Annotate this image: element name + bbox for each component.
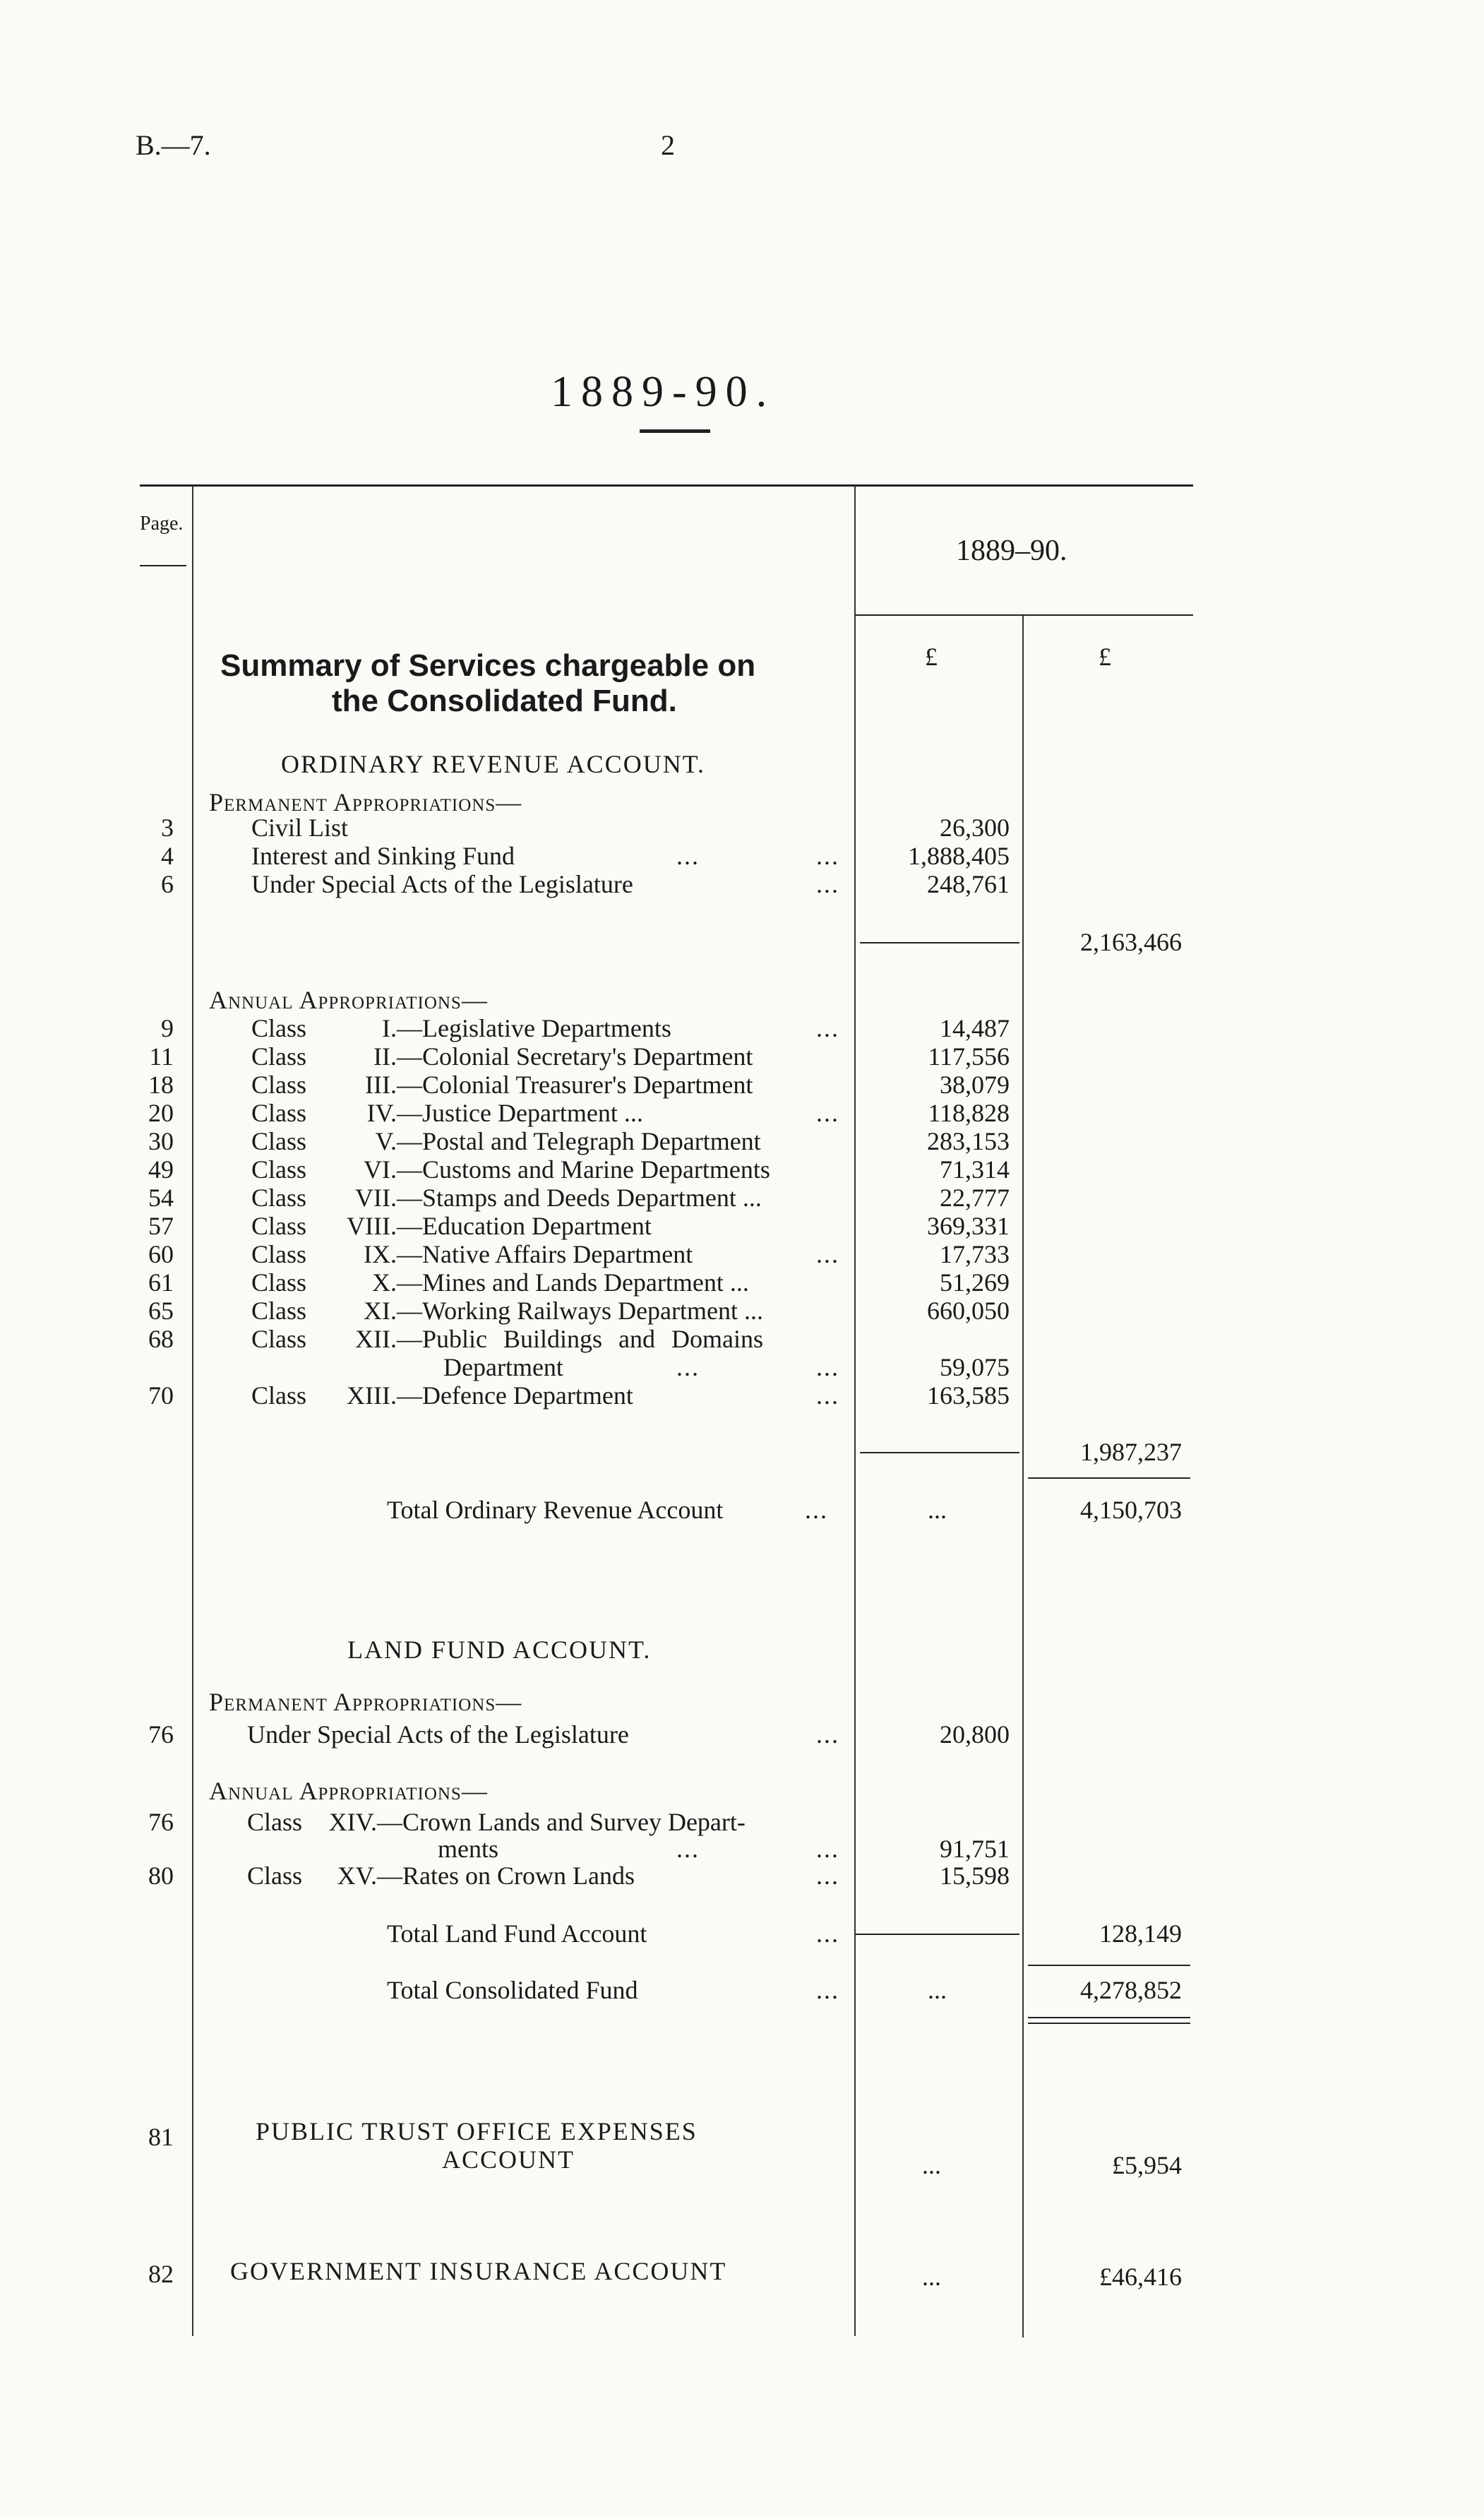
year-column-header: 1889–90. <box>956 535 1067 567</box>
row-page-ref: 76 <box>148 1720 174 1749</box>
double-rule-bottom <box>1028 2023 1190 2024</box>
row-class: Class <box>251 1155 307 1184</box>
row-class-number: XI. <box>364 1297 397 1325</box>
row-class-number: XIV. <box>328 1808 377 1836</box>
row-amount: 660,050 <box>927 1297 1010 1325</box>
row-class-number: XII. <box>355 1325 397 1353</box>
row-class: Class <box>251 1212 307 1240</box>
row-page-ref: 57 <box>148 1212 174 1240</box>
row-amount: 283,153 <box>927 1127 1010 1155</box>
row-department: —Education Department <box>397 1212 652 1240</box>
document-ref: B.—7. <box>136 129 211 161</box>
row-department: —Mines and Lands Department ... <box>397 1268 749 1297</box>
row-class-number: IX. <box>364 1240 397 1268</box>
total-ordinary-value: 4,150,703 <box>1080 1496 1182 1524</box>
row-class-number: II. <box>373 1042 397 1071</box>
row-department: —Colonial Secretary's Department <box>397 1042 753 1071</box>
row-amount: 14,487 <box>940 1014 1010 1042</box>
row-amount: 20,800 <box>940 1720 1010 1749</box>
permanent-appropriations-label: Permanent Appropriations— <box>209 788 522 816</box>
total-consolidated-value: 4,278,852 <box>1080 1976 1182 2004</box>
row-department: —Postal and Telegraph Department <box>397 1127 761 1155</box>
row-page-ref: 20 <box>148 1099 174 1127</box>
total-rule <box>1028 1477 1190 1479</box>
leader-dots: ... <box>816 870 839 898</box>
insurance-label: GOVERNMENT INSURANCE ACCOUNT <box>230 2257 727 2285</box>
total-consolidated-mid: ... <box>928 1976 947 2004</box>
currency-symbol-total: £ <box>1099 643 1111 671</box>
row-class-number: VI. <box>364 1155 397 1184</box>
row-class-number: X. <box>372 1268 397 1297</box>
page-number: 2 <box>661 129 675 161</box>
row-amount: 163,585 <box>927 1381 1010 1410</box>
page-header-rule <box>140 565 186 566</box>
row-amount: 369,331 <box>927 1212 1010 1240</box>
year-title: 1889-90. <box>551 368 776 416</box>
row-page-ref: 65 <box>148 1297 174 1325</box>
ordinary-revenue-heading: ORDINARY REVENUE ACCOUNT. <box>281 750 706 778</box>
annual-appropriations-label: Annual Appropriations— <box>209 986 488 1014</box>
row-class: Class <box>251 1240 307 1268</box>
table-top-rule <box>140 484 1193 487</box>
row-class-number: IV. <box>366 1099 397 1127</box>
row-department: —Rates on Crown Lands <box>377 1862 635 1890</box>
currency-symbol-amount: £ <box>925 643 938 671</box>
row-label: Under Special Acts of the Legislature <box>251 870 633 898</box>
row-class-number: VII. <box>355 1184 397 1212</box>
row-class-number: III. <box>365 1071 397 1099</box>
leader-dots: ... <box>676 1353 700 1381</box>
public-trust-label-line1: PUBLIC TRUST OFFICE EXPENSES <box>256 2117 698 2145</box>
row-class: Class <box>251 1014 307 1042</box>
row-class: Class <box>251 1071 307 1099</box>
double-rule-top <box>1028 2017 1190 2018</box>
row-department: —Public Buildings and Domains <box>397 1325 763 1353</box>
row-department: —Legislative Departments <box>397 1014 671 1042</box>
row-amount: 38,079 <box>940 1071 1010 1099</box>
row-amount: 15,598 <box>940 1862 1010 1890</box>
summary-title-line2: the Consolidated Fund. <box>332 684 677 718</box>
leader-dots: ... <box>816 1099 839 1127</box>
leader-dots: ... <box>676 1835 700 1863</box>
row-amount: 17,733 <box>940 1240 1010 1268</box>
row-department-continued: Department <box>443 1353 563 1381</box>
row-department: —Native Affairs Department <box>397 1240 693 1268</box>
insurance-value: £46,416 <box>1099 2263 1182 2291</box>
row-amount: 59,075 <box>940 1353 1010 1381</box>
subtotal-rule <box>860 942 1019 943</box>
row-department: —Customs and Marine Departments <box>397 1155 770 1184</box>
summary-title-line1: Summary of Services chargeable on <box>220 648 756 683</box>
row-class-number: VIII. <box>347 1212 397 1240</box>
row-page-ref: 18 <box>148 1071 174 1099</box>
row-page-ref: 82 <box>148 2260 174 2288</box>
row-page-ref: 9 <box>161 1014 174 1042</box>
row-page-ref: 70 <box>148 1381 174 1410</box>
total-rule <box>1028 1965 1190 1966</box>
leader-dots: ... <box>816 842 839 870</box>
row-label: Under Special Acts of the Legislature <box>247 1720 629 1749</box>
leader-dots: ... <box>816 1976 839 2004</box>
leader-dots: ... <box>816 1720 839 1749</box>
leader-dots: ... <box>816 1240 839 1268</box>
row-page-ref: 6 <box>161 870 174 898</box>
subtotal-rule <box>856 1934 1019 1935</box>
leader-dots: ... <box>816 1353 839 1381</box>
land-fund-heading: LAND FUND ACCOUNT. <box>347 1636 652 1664</box>
row-class-number: I. <box>382 1014 397 1042</box>
row-department: —Justice Department ... <box>397 1099 643 1127</box>
row-class: Class <box>251 1042 307 1071</box>
public-trust-mid: ... <box>922 2151 941 2179</box>
total-land-value: 128,149 <box>1099 1919 1182 1948</box>
row-class: Class <box>251 1325 307 1353</box>
page-column-header: Page. <box>140 513 184 535</box>
row-class-number: XIII. <box>347 1381 397 1410</box>
total-land-label: Total Land Fund Account <box>387 1919 647 1948</box>
row-page-ref: 54 <box>148 1184 174 1212</box>
row-page-ref: 61 <box>148 1268 174 1297</box>
row-amount: 117,556 <box>928 1042 1010 1071</box>
row-amount: 1,888,405 <box>908 842 1010 870</box>
row-department: —Crown Lands and Survey Depart- <box>377 1808 746 1836</box>
row-amount: 22,777 <box>940 1184 1010 1212</box>
row-page-ref: 81 <box>148 2123 174 2151</box>
leader-dots: ... <box>816 1919 839 1948</box>
row-page-ref: 76 <box>148 1808 174 1836</box>
row-department: —Colonial Treasurer's Department <box>397 1071 753 1099</box>
permanent-subtotal: 2,163,466 <box>1080 928 1182 956</box>
row-class: Class <box>251 1268 307 1297</box>
total-column-divider <box>1022 614 1024 2338</box>
row-department: —Working Railways Department ... <box>397 1297 763 1325</box>
row-class: Class <box>247 1808 303 1836</box>
leader-dots: ... <box>816 1835 839 1863</box>
row-class: Class <box>251 1381 307 1410</box>
row-label: Interest and Sinking Fund <box>251 842 515 870</box>
land-permanent-label: Permanent Appropriations— <box>209 1688 522 1716</box>
row-page-ref: 3 <box>161 814 174 842</box>
row-department: —Stamps and Deeds Department ... <box>397 1184 762 1212</box>
annual-subtotal: 1,987,237 <box>1080 1438 1182 1466</box>
row-amount: 71,314 <box>940 1155 1010 1184</box>
row-page-ref: 68 <box>148 1325 174 1353</box>
subtotal-rule <box>860 1452 1019 1453</box>
row-label: Civil List <box>251 814 349 842</box>
row-page-ref: 30 <box>148 1127 174 1155</box>
row-page-ref: 80 <box>148 1862 174 1890</box>
year-header-rule <box>856 614 1193 616</box>
land-annual-label: Annual Appropriations— <box>209 1777 488 1805</box>
row-amount: 118,828 <box>928 1099 1010 1127</box>
row-class: Class <box>251 1127 307 1155</box>
row-page-ref: 49 <box>148 1155 174 1184</box>
row-page-ref: 11 <box>149 1042 174 1071</box>
row-page-ref: 60 <box>148 1240 174 1268</box>
public-trust-label-line2: ACCOUNT <box>442 2145 575 2174</box>
row-class: Class <box>251 1099 307 1127</box>
leader-dots: ... <box>816 1381 839 1410</box>
amount-column-divider <box>854 486 856 2336</box>
row-class: Class <box>247 1862 303 1890</box>
title-rule <box>640 429 710 433</box>
page-column-divider <box>192 486 193 2336</box>
leader-dots: ... <box>816 1014 839 1042</box>
insurance-mid: ... <box>922 2263 941 2291</box>
row-amount: 91,751 <box>940 1835 1010 1863</box>
row-class-number: V. <box>375 1127 397 1155</box>
row-amount: 26,300 <box>940 814 1010 842</box>
row-page-ref: 4 <box>161 842 174 870</box>
row-class: Class <box>251 1297 307 1325</box>
row-amount: 248,761 <box>927 870 1010 898</box>
total-ordinary-mid: ... <box>928 1496 947 1524</box>
row-department: —Defence Department <box>397 1381 633 1410</box>
leader-dots: ... <box>676 842 700 870</box>
row-class-number: XV. <box>337 1862 377 1890</box>
row-class: Class <box>251 1184 307 1212</box>
leader-dots: ... <box>816 1862 839 1890</box>
total-consolidated-label: Total Consolidated Fund <box>387 1976 638 2004</box>
total-ordinary-label: Total Ordinary Revenue Account <box>387 1496 724 1524</box>
leader-dots: ... <box>805 1496 828 1524</box>
row-amount: 51,269 <box>940 1268 1010 1297</box>
row-department-continued: ments <box>438 1835 498 1863</box>
public-trust-value: £5,954 <box>1112 2151 1182 2179</box>
